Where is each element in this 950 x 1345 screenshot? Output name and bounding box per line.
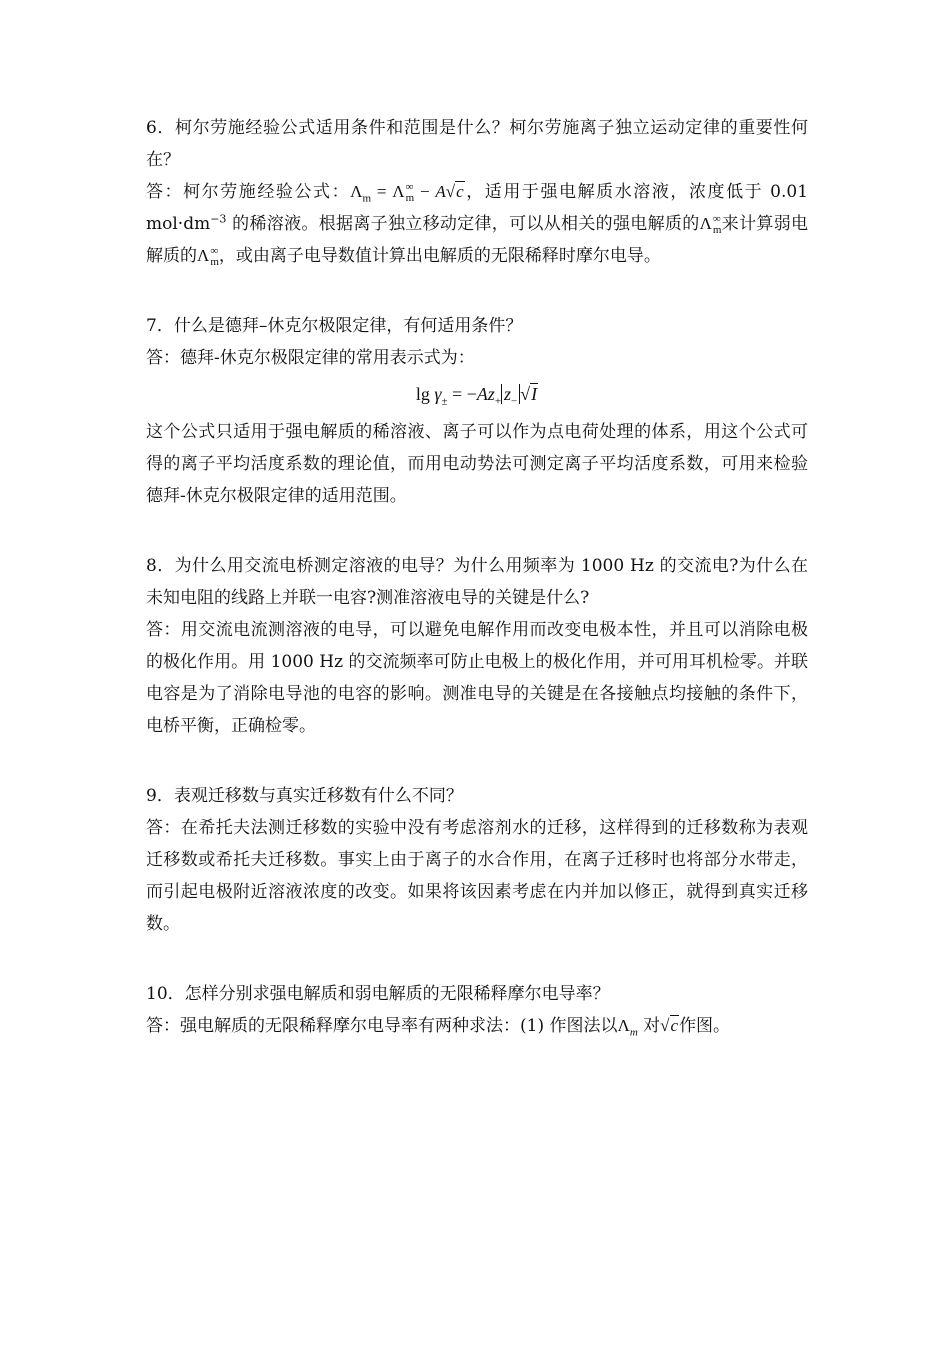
question-9: 9．表观迁移数与真实迁移数有什么不同？ <box>146 786 463 806</box>
question-10: 10．怎样分别求强电解质和弱电解质的无限稀释摩尔电导率？ <box>146 984 610 1004</box>
answer-10 <box>146 1010 808 1042</box>
answer-10-part1: 答：强电解质的无限稀释摩尔电导率有两种求法：(1) 作图法以 <box>146 1016 618 1036</box>
sqrt-c-symbol: √c <box>660 1016 679 1035</box>
answer-7-body: 这个公式只适用于强电解质的稀溶液、离子可以作为点电荷处理的体系，用这个公式可得的离子平均活度系数的理论值，而用电动势法可测定离子平均活度系数，可用来检验德拜-休克尔极限定律的适用范围。 <box>146 422 808 506</box>
answer-6-part4: ，或由离子电导数值计算出电解质的无限稀释时摩尔电导。 <box>218 246 661 266</box>
question-8: 8．为什么用交流电桥测定溶液的电导？为什么用频率为 1000 Hz 的交流电?为什么在未知电阻的线路上并联一电容?测准溶液电导的关键是什么? <box>146 556 808 608</box>
lambda-inf-symbol-2: Λ ∞ m <box>197 245 219 269</box>
answer-6-part1: ，适用于强电解质水溶液，浓度低于 0.01 mol·dm <box>146 182 809 234</box>
answer-6-part3: 来计算弱电解质的 <box>146 214 809 266</box>
lambda-inf-symbol: Λ ∞ m <box>699 213 722 237</box>
question-6: 6．柯尔劳施经验公式适用条件和范围是什么？柯尔劳施离子独立运动定律的重要性何在？ <box>146 118 808 170</box>
spacer <box>146 512 808 550</box>
answer-6-part2: 的稀溶液。根据离子独立移动定律，可以从相关的强电解质的 <box>226 214 700 234</box>
kohlrausch-formula: $\Lambda_m = \Lambda$ ∞ m − A√c <box>350 181 464 205</box>
answer-9: 答：在希托夫法测迁移数的实验中没有考虑溶剂水的迁移，这样得到的迁移数称为表观迁移数或希托夫迁移数。事实上由于离子的水合作用，在离子迁移时也将部分水带走，而引起电极附近溶液浓度的改变。如果将该因素考虑在内并加以修正，就得到真实迁移数。 <box>146 818 808 934</box>
unit-exponent: −3 <box>210 212 227 226</box>
answer-6-lead: 答：柯尔劳施经验公式： <box>146 182 351 202</box>
question-7: 7．什么是德拜–休克尔极限定律，有何适用条件？ <box>146 316 523 336</box>
answer-10-part3: 作图。 <box>679 1016 731 1036</box>
answer-6 <box>146 176 808 272</box>
lambda-m-symbol: $\Lambda_m$ <box>617 1016 638 1039</box>
document-page <box>146 112 808 1042</box>
spacer <box>146 272 808 310</box>
answer-10-part2: 对 <box>637 1016 661 1036</box>
debye-huckel-formula: $\lg \gamma_\pm = -Az_+$ $z_-$ √I <box>415 384 538 408</box>
answer-8: 答：用交流电流测溶液的电导，可以避免电解作用而改变电极本性，并且可以消除电极的极化作用。用 1000 Hz 的交流频率可防止电极上的极化作用，并可用耳机检零。并联电容是为了消除电导池的电容的影响。测准电导的关键是在各接触点均接触的条件下，电桥平衡，正确检零。 <box>146 620 808 736</box>
spacer <box>146 742 808 780</box>
spacer <box>146 940 808 978</box>
answer-7-lead: 答：德拜-休克尔极限定律的常用表示式为： <box>146 348 475 368</box>
